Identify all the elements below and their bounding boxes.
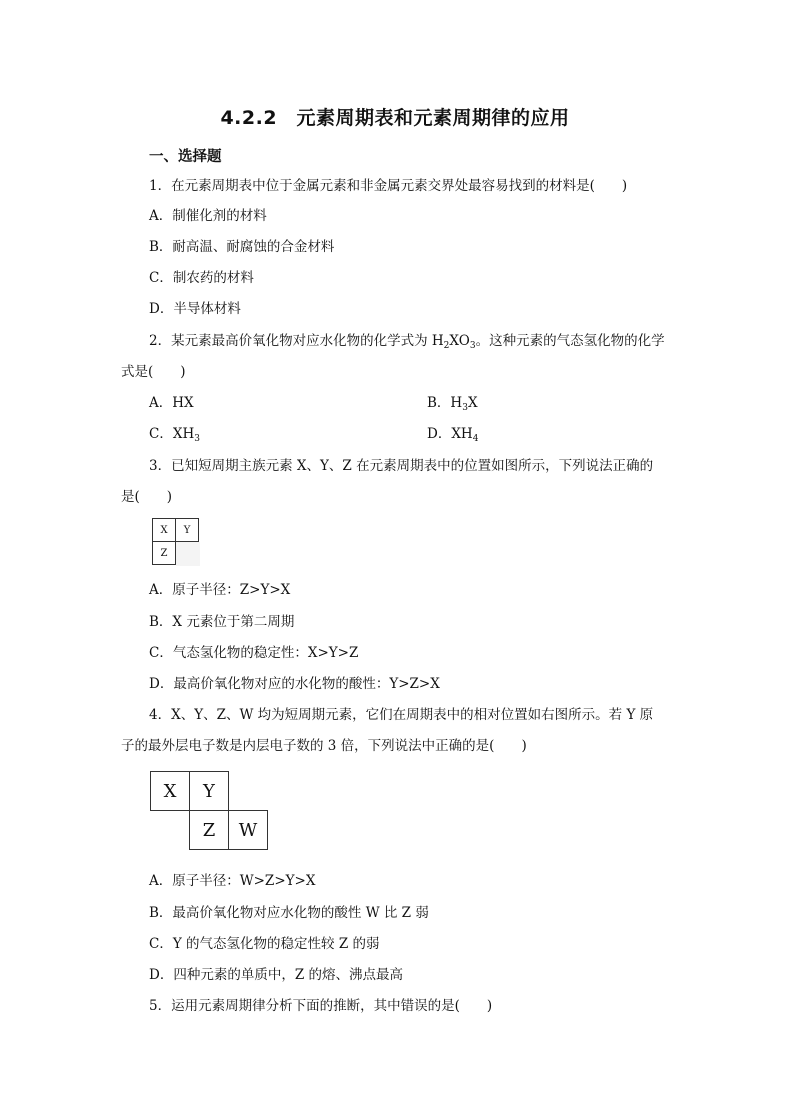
grid-cell-empty	[176, 542, 200, 566]
question-4-stem-continued: 子的最外层电子数是内层电子数的 3 倍，下列说法中正确的是( )	[121, 738, 527, 754]
grid-cell-x: X	[152, 518, 176, 542]
question-2-option-a: A．HX	[149, 395, 194, 411]
question-1-option-c: C．制农药的材料	[149, 270, 254, 286]
question-1-stem: 1．在元素周期表中位于金属元素和非金属元素交界处最容易找到的材料是( )	[149, 178, 628, 194]
question-2-option-b: B．$H_3X$	[427, 395, 478, 413]
question-1-option-d: D．半导体材料	[149, 301, 241, 317]
grid-cell-z: Z	[152, 541, 176, 565]
section-heading: 一、选择题	[149, 149, 222, 165]
grid-cell-y: Y	[189, 771, 229, 811]
question-2-option-d: D．$XH_4$	[427, 426, 479, 444]
question-3-option-c: C．气态氢化物的稳定性：X>Y>Z	[149, 645, 359, 661]
question-3-stem-continued: 是( )	[121, 489, 173, 505]
question-4-option-d: D．四种元素的单质中，Z 的熔、沸点最高	[149, 967, 403, 983]
grid-cell-y: Y	[175, 518, 199, 542]
question-4-stem: 4．X、Y、Z、W 均为短周期元素，它们在周期表中的相对位置如右图所示。若 Y 原	[149, 707, 654, 723]
grid-cell-w: W	[228, 810, 268, 850]
question-1-option-b: B．耐高温、耐腐蚀的合金材料	[149, 239, 335, 255]
grid-cell-z: Z	[189, 810, 229, 850]
question-2-stem: 2．某元素最高价氧化物对应水化物的化学式为 $H_2XO_3$。这种元素的气态氢化物的化学	[149, 333, 665, 351]
question-4-option-b: B．最高价氧化物对应水化物的酸性 W 比 Z 弱	[149, 905, 429, 921]
question-3-option-d: D．最高价氧化物对应的水化物的酸性：Y>Z>X	[149, 676, 440, 692]
question-3-option-b: B．X 元素位于第二周期	[149, 614, 295, 630]
question-2-stem-continued: 式是( )	[121, 364, 186, 380]
page-title: 4.2.2 元素周期表和元素周期律的应用	[220, 107, 570, 129]
question-3-option-a: A．原子半径：Z>Y>X	[149, 582, 291, 598]
question-2-option-c: C．$XH_3$	[149, 426, 200, 444]
question-3-stem: 3．已知短周期主族元素 X、Y、Z 在元素周期表中的位置如图所示，下列说法正确的	[149, 458, 654, 474]
question-1-option-a: A．制催化剂的材料	[149, 208, 267, 224]
question-4-option-c: C．Y 的气态氢化物的稳定性较 Z 的弱	[149, 936, 380, 952]
question-4-option-a: A．原子半径：W>Z>Y>X	[149, 873, 316, 889]
question-5-stem: 5．运用元素周期律分析下面的推断，其中错误的是( )	[149, 998, 493, 1014]
grid-cell-x: X	[150, 771, 190, 811]
